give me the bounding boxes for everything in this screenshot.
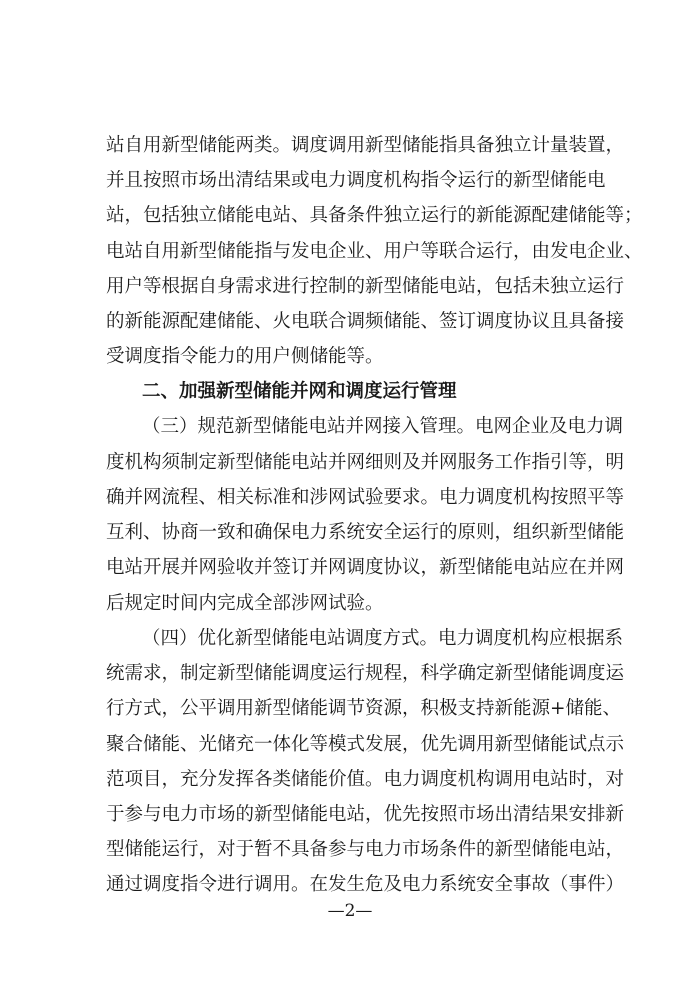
body-text-line: 受调度指令能力的用户侧储能等。 xyxy=(106,346,384,367)
body-text-line: 电站开展并网验收并签订并网调度协议，新型储能电站应在并网 xyxy=(106,557,625,578)
body-text-line: 并且按照市场出清结果或电力调度机构指令运行的新型储能电 xyxy=(106,170,606,191)
paragraph-4-rest: 电力调度机构应根据系 xyxy=(438,628,624,649)
body-text-line: 统需求，制定新型储能调度运行规程，科学确定新型储能调度运 xyxy=(106,663,625,684)
paragraph-3-rest: 电网企业及电力调 xyxy=(475,416,624,437)
body-text-line: 用户等根据自身需求进行控制的新型储能电站，包括未独立运行 xyxy=(106,276,625,297)
body-text-line: 行方式，公平调用新型储能调节资源，积极支持新能源+储能、 xyxy=(106,698,622,719)
paragraph-4-lead: （四）优化新型储能电站调度方式。 xyxy=(142,628,439,649)
body-text-line: 电站自用新型储能指与发电企业、用户等联合运行，由发电企业、 xyxy=(106,241,643,262)
paragraph-3-first-line xyxy=(142,415,624,439)
body-text-line: 聚合储能、光储充一体化等模式发展，优先调用新型储能试点示 xyxy=(106,734,625,755)
body-text-line: 站自用新型储能两类。调度调用新型储能指具备独立计量装置， xyxy=(106,135,625,156)
body-text-line: 范项目，充分发挥各类储能价值。电力调度机构调用电站时，对 xyxy=(106,769,625,790)
paragraph-3-lead: （三）规范新型储能电站并网接入管理。 xyxy=(142,416,476,437)
body-text-line: 站，包括独立储能电站、具备条件独立运行的新能源配建储能等； xyxy=(106,205,643,226)
section-heading: 二、加强新型储能并网和调度运行管理 xyxy=(142,381,457,402)
body-text-line: 于参与电力市场的新型储能电站，优先按照市场出清结果安排新 xyxy=(106,804,625,825)
page-number: —2— xyxy=(327,901,373,921)
body-text-line: 型储能运行，对于暂不具备参与电力市场条件的新型储能电站， xyxy=(106,839,625,860)
body-text-line: 确并网流程、相关标准和涉网试验要求。电力调度机构按照平等 xyxy=(106,487,625,508)
body-text-line: 通过调度指令进行调用。在发生危及电力系统安全事故（事件） xyxy=(106,874,625,895)
body-text-line: 的新能源配建储能、火电联合调频储能、签订调度协议且具备接 xyxy=(106,311,625,332)
body-text-line: 互利、协商一致和确保电力系统安全运行的原则，组织新型储能 xyxy=(106,522,625,543)
body-text-line: 度机构须制定新型储能电站并网细则及并网服务工作指引等，明 xyxy=(106,452,625,473)
body-text-line: 后规定时间内完成全部涉网试验。 xyxy=(106,593,384,614)
paragraph-4-first-line xyxy=(142,627,624,651)
